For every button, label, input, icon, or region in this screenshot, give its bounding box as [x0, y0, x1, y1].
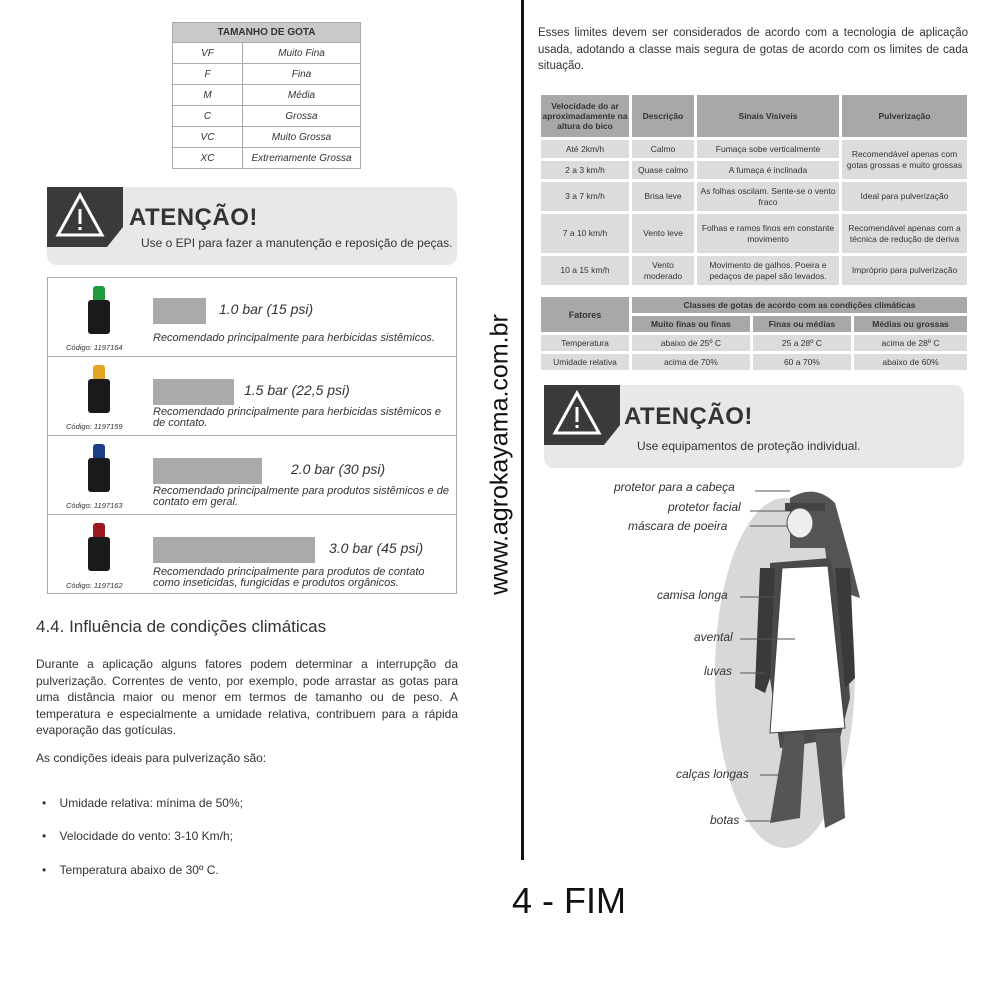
pressure-label: 1.0 bar (15 psi) [219, 301, 314, 317]
cell: VF [173, 43, 243, 64]
bullet-item: • Velocidade do vento: 3-10 Km/h; [42, 829, 233, 843]
cell: Recomendável apenas com a técnica de redução de deriva [842, 214, 967, 253]
cell: Até 2km/h [541, 140, 629, 158]
cell: Vento moderado [632, 256, 694, 285]
cell: 7 a 10 km/h [541, 214, 629, 253]
col-header: Finas ou médias [753, 316, 851, 332]
attention-title: ATENÇÃO! [129, 204, 258, 231]
col-header: Velocidade do ar aproximadamente na altura do bico [541, 95, 629, 137]
col-header: Pulverização [842, 95, 967, 137]
valve-row [48, 357, 456, 436]
valve-row [48, 278, 456, 357]
valve-row [48, 436, 456, 515]
cell: Ideal para pulverização [842, 182, 967, 211]
ppe-label: camisa longa [657, 588, 728, 602]
ppe-label: protetor facial [668, 500, 741, 514]
recommendation: Recomendado principalmente para herbicidas sistêmicos e de contato. [153, 406, 441, 429]
ppe-label: protetor para a cabeça [614, 480, 735, 494]
col-header: Médias ou grossas [854, 316, 967, 332]
pressure-label: 3.0 bar (45 psi) [329, 540, 424, 556]
ppe-label: avental [694, 630, 733, 644]
valve-row [48, 515, 456, 594]
attention-title: ATENÇÃO! [624, 403, 753, 430]
ideal-intro: As condições ideais para pulverização são: [36, 751, 267, 765]
attention-box [544, 385, 964, 468]
cell: Movimento de galhos. Poeira e pedaços de papel são levados. [697, 256, 839, 285]
cell: Umidade relativa [541, 354, 629, 370]
climate-table [538, 294, 970, 373]
cell: Folhas e ramos finos em constante movimento [697, 214, 839, 253]
cell: Temperatura [541, 335, 629, 351]
cell: F [173, 64, 243, 85]
section-heading: 4.4. Influência de condições climáticas [36, 617, 327, 636]
bullet-item: • Umidade relativa: mínima de 50%; [42, 796, 243, 810]
cell: Extremamente Grossa [243, 148, 361, 169]
cell: Fumaça sobe verticalmente [697, 140, 839, 158]
cell: Grossa [243, 106, 361, 127]
valve-code: Código: 1197164 [66, 343, 123, 352]
cell: Brisa leve [632, 182, 694, 211]
drop-size-table [172, 22, 361, 169]
nozzle-icon [88, 286, 110, 336]
col-header: Muito finas ou finas [632, 316, 750, 332]
cell: A fumaça é inclinada [697, 161, 839, 179]
cell: Recomendável apenas com gotas grossas e muito grossas [842, 140, 967, 179]
cell: M [173, 85, 243, 106]
pressure-bar [153, 458, 262, 484]
nozzle-icon [88, 523, 110, 573]
valve-code: Código: 1197159 [66, 422, 123, 431]
pressure-bar [153, 537, 315, 563]
cell: Vento leve [632, 214, 694, 253]
drop-table-header: TAMANHO DE GOTA [173, 23, 361, 43]
col-header: Classes de gotas de acordo com as condições climáticas [632, 297, 967, 313]
cell: 2 a 3 km/h [541, 161, 629, 179]
cell: 3 a 7 km/h [541, 182, 629, 211]
ppe-label: calças longas [676, 767, 749, 781]
cell: As folhas oscilam. Sente-se o vento fraco [697, 182, 839, 211]
pressure-label: 2.0 bar (30 psi) [291, 461, 386, 477]
nozzle-icon [88, 365, 110, 415]
cell: 10 a 15 km/h [541, 256, 629, 285]
recommendation: Recomendado principalmente para produtos sistêmicos e de contato em geral. [153, 485, 449, 508]
cell: abaixo de 25º C [632, 335, 750, 351]
bullet-item: • Temperatura abaixo de 30º C. [42, 863, 219, 877]
cell: Fina [243, 64, 361, 85]
website-url: www.agrokayama.com.br [485, 314, 514, 595]
recommendation: Recomendado principalmente para produtos de contato como inseticidas, fungicidas e produtos orgânicos. [153, 566, 425, 589]
valve-list [47, 277, 457, 594]
ppe-label: máscara de poeira [628, 519, 728, 533]
col-header: Sinais Visíveis [697, 95, 839, 137]
pressure-bar [153, 379, 234, 405]
pressure-bar [153, 298, 206, 324]
section-paragraph: Durante a aplicação alguns fatores podem determinar a interrupção da pulverização. Correntes de vento, por exemplo, pode arrastar as gotas para uma distância maior ou menor em termos de tamanho ou de peso. A temperatura e especialmente a umidade relativa, contribuem para a rápida evaporação das gotículas. [36, 657, 458, 737]
page-footer: 4 - FIM [512, 880, 626, 921]
cell: abaixo de 60% [854, 354, 967, 370]
cell: acima de 70% [632, 354, 750, 370]
col-header: Descrição [632, 95, 694, 137]
cell: Média [243, 85, 361, 106]
ppe-illustration [600, 478, 970, 858]
intro-paragraph: Esses limites devem ser considerados de acordo com a tecnologia de aplicação usada, adotando a classe mais segura de gotas de acordo com os limites de cada situação. [538, 27, 968, 72]
col-header: Fatores [541, 297, 629, 332]
pressure-label: 1.5 bar (22,5 psi) [244, 382, 350, 398]
valve-code: Código: 1197162 [66, 581, 123, 590]
ppe-label: botas [710, 813, 740, 827]
wind-table [538, 92, 970, 288]
divider [521, 0, 524, 860]
warning-icon [47, 187, 123, 247]
cell: C [173, 106, 243, 127]
attention-box [47, 187, 457, 265]
valve-code: Código: 1197163 [66, 501, 123, 510]
cell: Calmo [632, 140, 694, 158]
cell: acima de 28º C [854, 335, 967, 351]
cell: Muito Fina [243, 43, 361, 64]
cell: 60 a 70% [753, 354, 851, 370]
cell: XC [173, 148, 243, 169]
nozzle-icon [88, 444, 110, 494]
attention-text: Use o EPI para fazer a manutenção e reposição de peças. [141, 236, 453, 250]
cell: VC [173, 127, 243, 148]
attention-text: Use equipamentos de proteção individual. [637, 439, 861, 453]
cell: Quase calmo [632, 161, 694, 179]
warning-icon [544, 385, 620, 445]
cell: 25 a 28º C [753, 335, 851, 351]
recommendation: Recomendado principalmente para herbicidas sistêmicos. [153, 332, 435, 344]
cell: Impróprio para pulverização [842, 256, 967, 285]
ppe-label: luvas [704, 664, 733, 678]
cell: Muito Grossa [243, 127, 361, 148]
